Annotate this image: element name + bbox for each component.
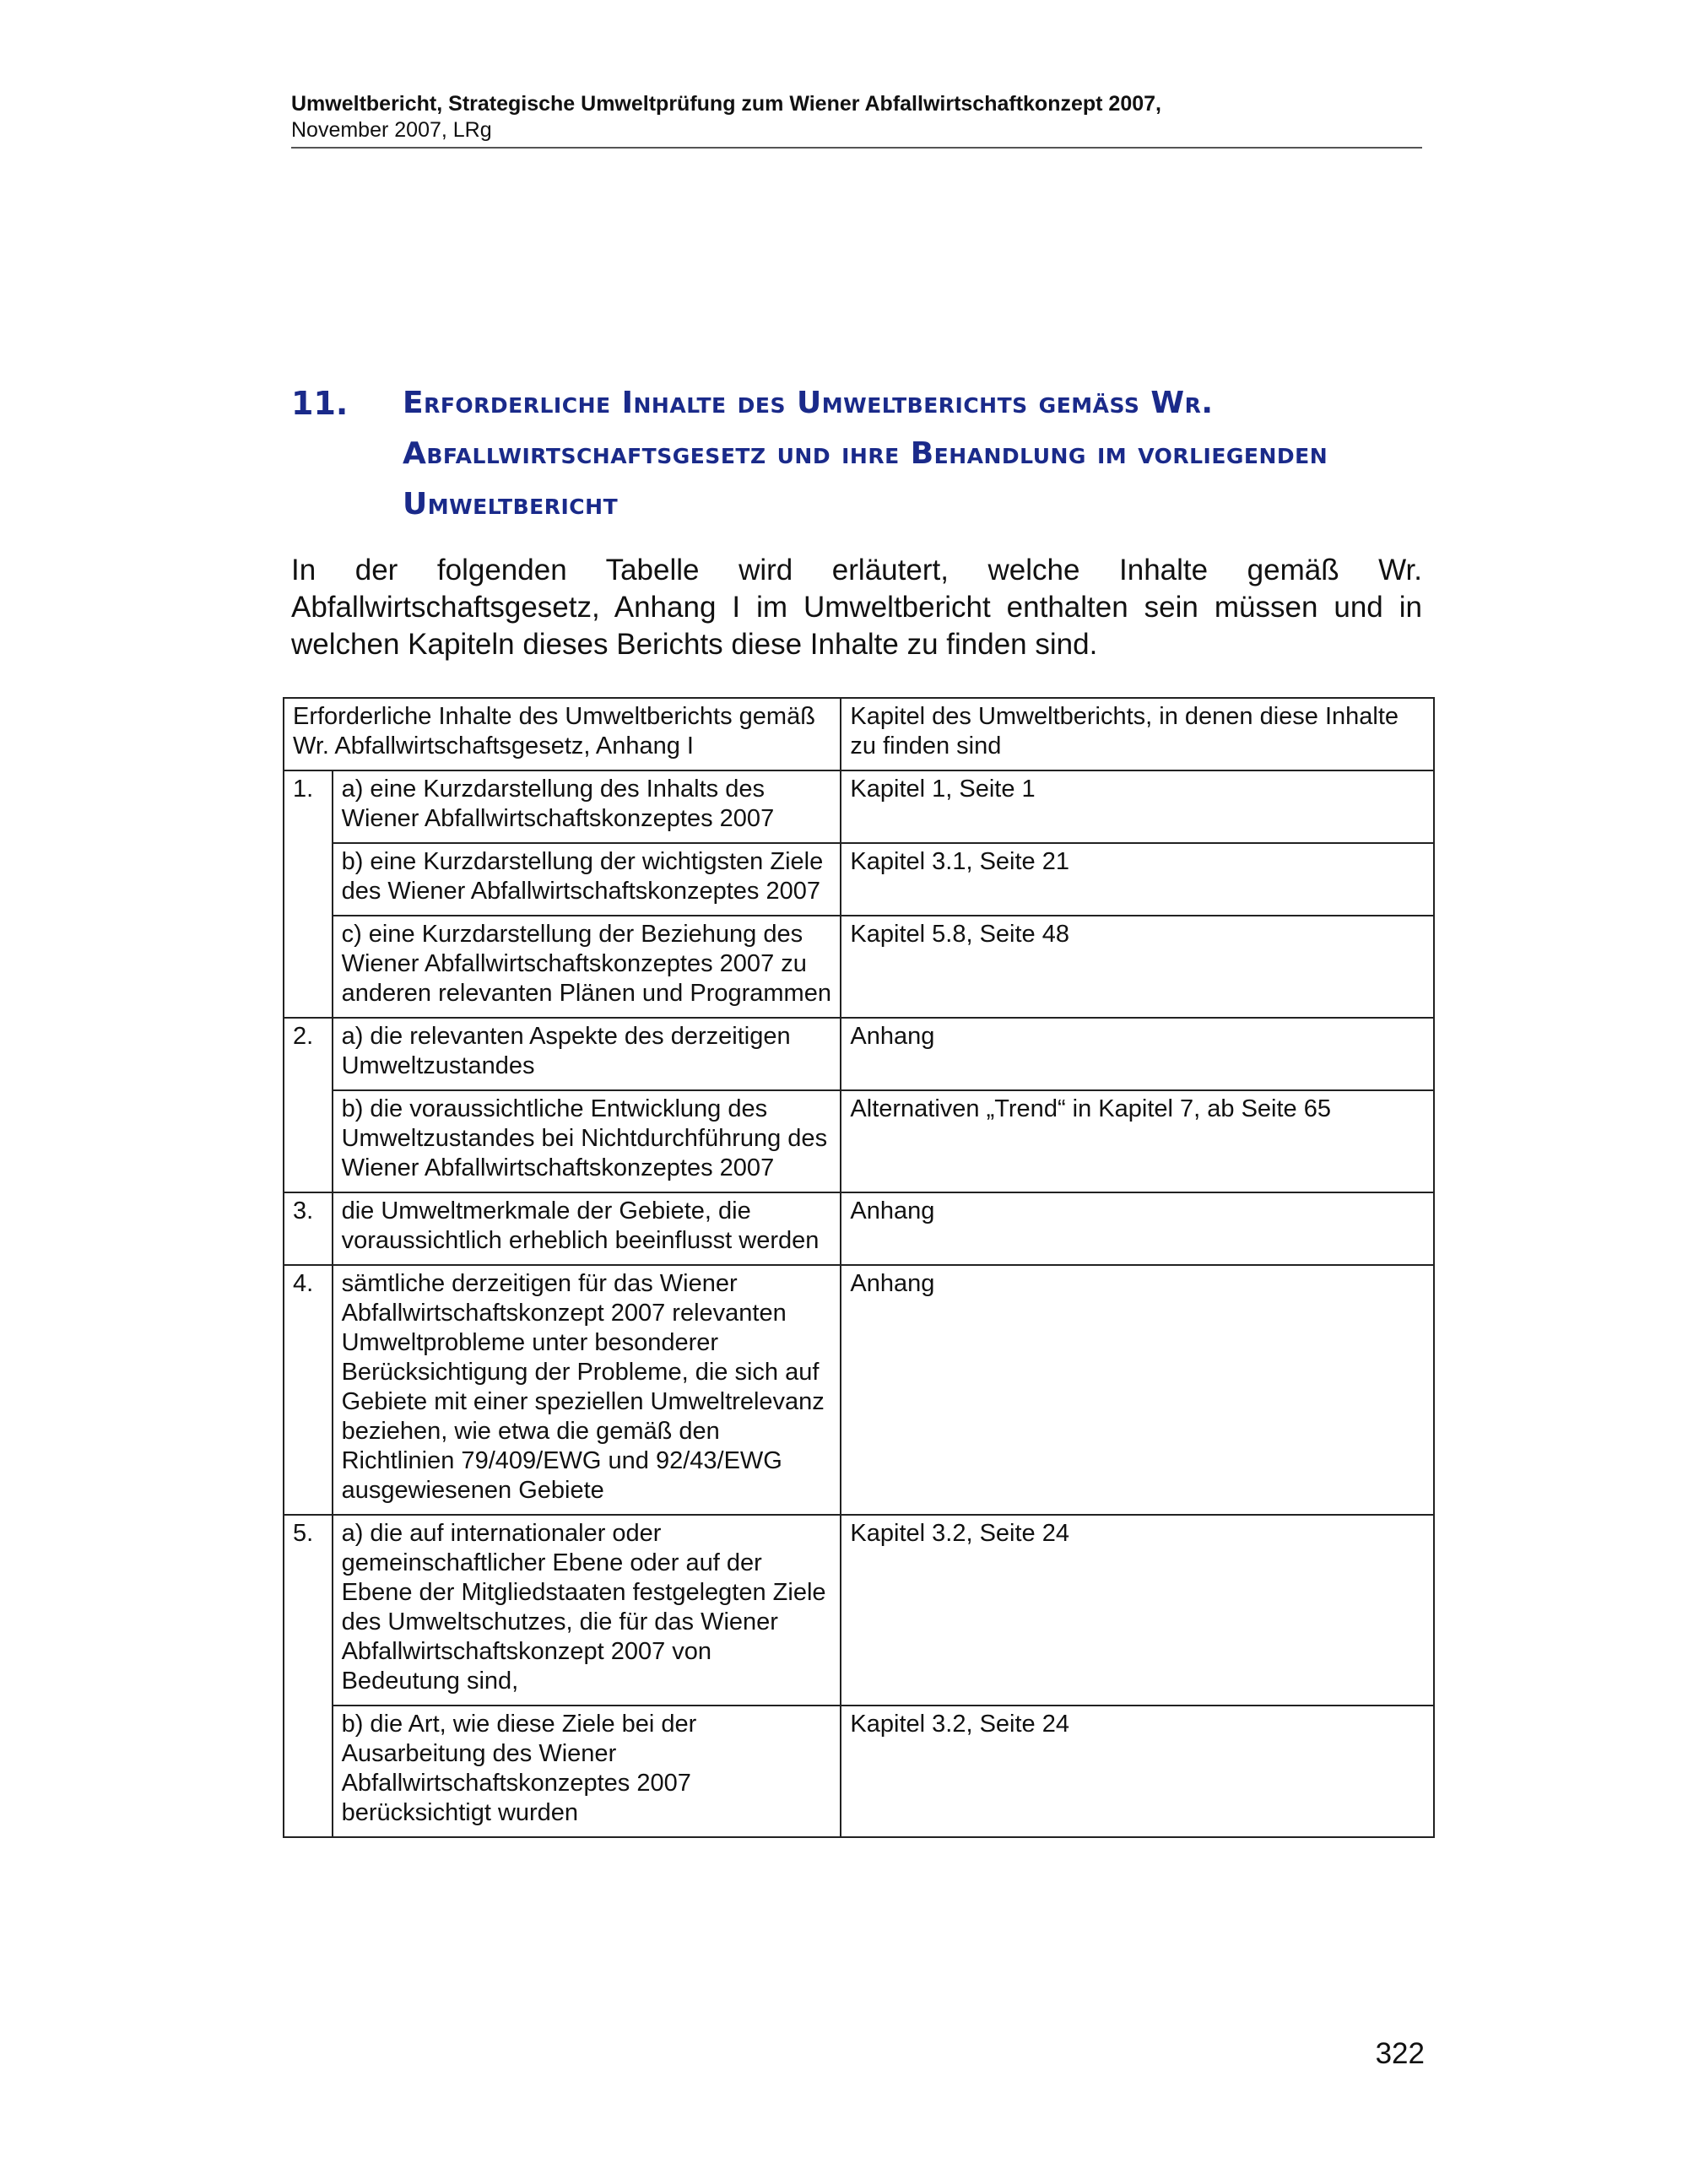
chapter-cell: Kapitel 3.1, Seite 21 [841, 843, 1434, 916]
chapter-title: Erforderliche Inhalte des Umweltberichts gemäss Wr. Abfallwirtschaftsgesetz und ihre Behandlung im vorliegenden Umweltbericht [403, 386, 1328, 522]
header-chapters: Kapitel des Umweltberichts, in denen diese Inhalte zu finden sind [841, 698, 1434, 770]
table-row [284, 1090, 1434, 1192]
table-row [284, 1706, 1434, 1837]
requirement-cell: die Umweltmerkmale der Gebiete, die voraussichtlich erheblich beeinflusst werden [333, 1192, 841, 1265]
row-number: 4. [284, 1265, 333, 1515]
requirements-table [283, 697, 1435, 1838]
intro-paragraph: In der folgenden Tabelle wird erläutert, welche Inhalte gemäß Wr. Abfallwirtschaftsgesetz, Anhang I im Umweltbericht enthalten sein müssen und in welchen Kapiteln dieses Berichts diese Inhalte zu finden sind. [291, 554, 1422, 661]
row-number: 2. [284, 1018, 333, 1192]
row-number: 5. [284, 1515, 333, 1837]
requirement-cell: b) die voraussichtliche Entwicklung des Umweltzustandes bei Nichtdurchführung des Wiener Abfallwirtschaftskonzeptes 2007 [333, 1090, 841, 1192]
requirement-cell: a) die auf internationaler oder gemeinschaftlicher Ebene oder auf der Ebene der Mitgliedstaaten festgelegten Ziele des Umweltschutzes, die für das Wiener Abfallwirtschaftskonzept 2007 von Bedeutung sind, [333, 1515, 841, 1706]
table-row [284, 770, 1434, 843]
row-number: 1. [284, 770, 333, 1018]
header-title: Umweltbericht, Strategische Umweltprüfung zum Wiener Abfallwirtschaftkonzept 2007, [291, 92, 1161, 116]
requirement-cell: a) die relevanten Aspekte des derzeitigen Umweltzustandes [333, 1018, 841, 1090]
chapter-cell: Kapitel 1, Seite 1 [841, 770, 1434, 843]
page-header [291, 91, 1422, 149]
table-row [284, 1018, 1434, 1090]
chapter-cell: Anhang [841, 1018, 1434, 1090]
table-row [284, 1265, 1434, 1515]
table-row [284, 843, 1434, 916]
chapter-cell: Kapitel 5.8, Seite 48 [841, 916, 1434, 1018]
chapter-cell: Kapitel 3.2, Seite 24 [841, 1706, 1434, 1837]
requirement-cell: b) die Art, wie diese Ziele bei der Ausarbeitung des Wiener Abfallwirtschaftskonzeptes 2007 berücksichtigt wurden [333, 1706, 841, 1837]
header-subtitle: November 2007, LRg [291, 118, 492, 142]
chapter-cell: Anhang [841, 1192, 1434, 1265]
header-requirements: Erforderliche Inhalte des Umweltberichts gemäß Wr. Abfallwirtschaftsgesetz, Anhang I [284, 698, 841, 770]
chapter-cell: Kapitel 3.2, Seite 24 [841, 1515, 1434, 1706]
requirement-cell: a) eine Kurzdarstellung des Inhalts des Wiener Abfallwirtschaftskonzeptes 2007 [333, 770, 841, 843]
requirement-cell: b) eine Kurzdarstellung der wichtigsten Ziele des Wiener Abfallwirtschaftskonzeptes 2007 [333, 843, 841, 916]
requirement-cell: sämtliche derzeitigen für das Wiener Abfallwirtschaftskonzept 2007 relevanten Umweltprobleme unter besonderer Berücksichtigung der Probleme, die sich auf Gebiete mit einer speziellen Umweltrelevanz beziehen, wie etwa die gemäß den Richtlinien 79/409/EWG und 92/43/EWG ausgewiesenen Gebiete [333, 1265, 841, 1515]
requirement-cell: c) eine Kurzdarstellung der Beziehung des Wiener Abfallwirtschaftskonzeptes 2007 zu anderen relevanten Plänen und Programmen [333, 916, 841, 1018]
table-row [284, 1515, 1434, 1706]
table-row [284, 1192, 1434, 1265]
chapter-cell: Alternativen „Trend“ in Kapitel 7, ab Seite 65 [841, 1090, 1434, 1192]
chapter-number: 11. [291, 385, 349, 422]
table-header-row [284, 698, 1434, 770]
row-number: 3. [284, 1192, 333, 1265]
chapter-cell: Anhang [841, 1265, 1434, 1515]
page-number: 322 [1375, 2037, 1425, 2070]
table-row [284, 916, 1434, 1018]
